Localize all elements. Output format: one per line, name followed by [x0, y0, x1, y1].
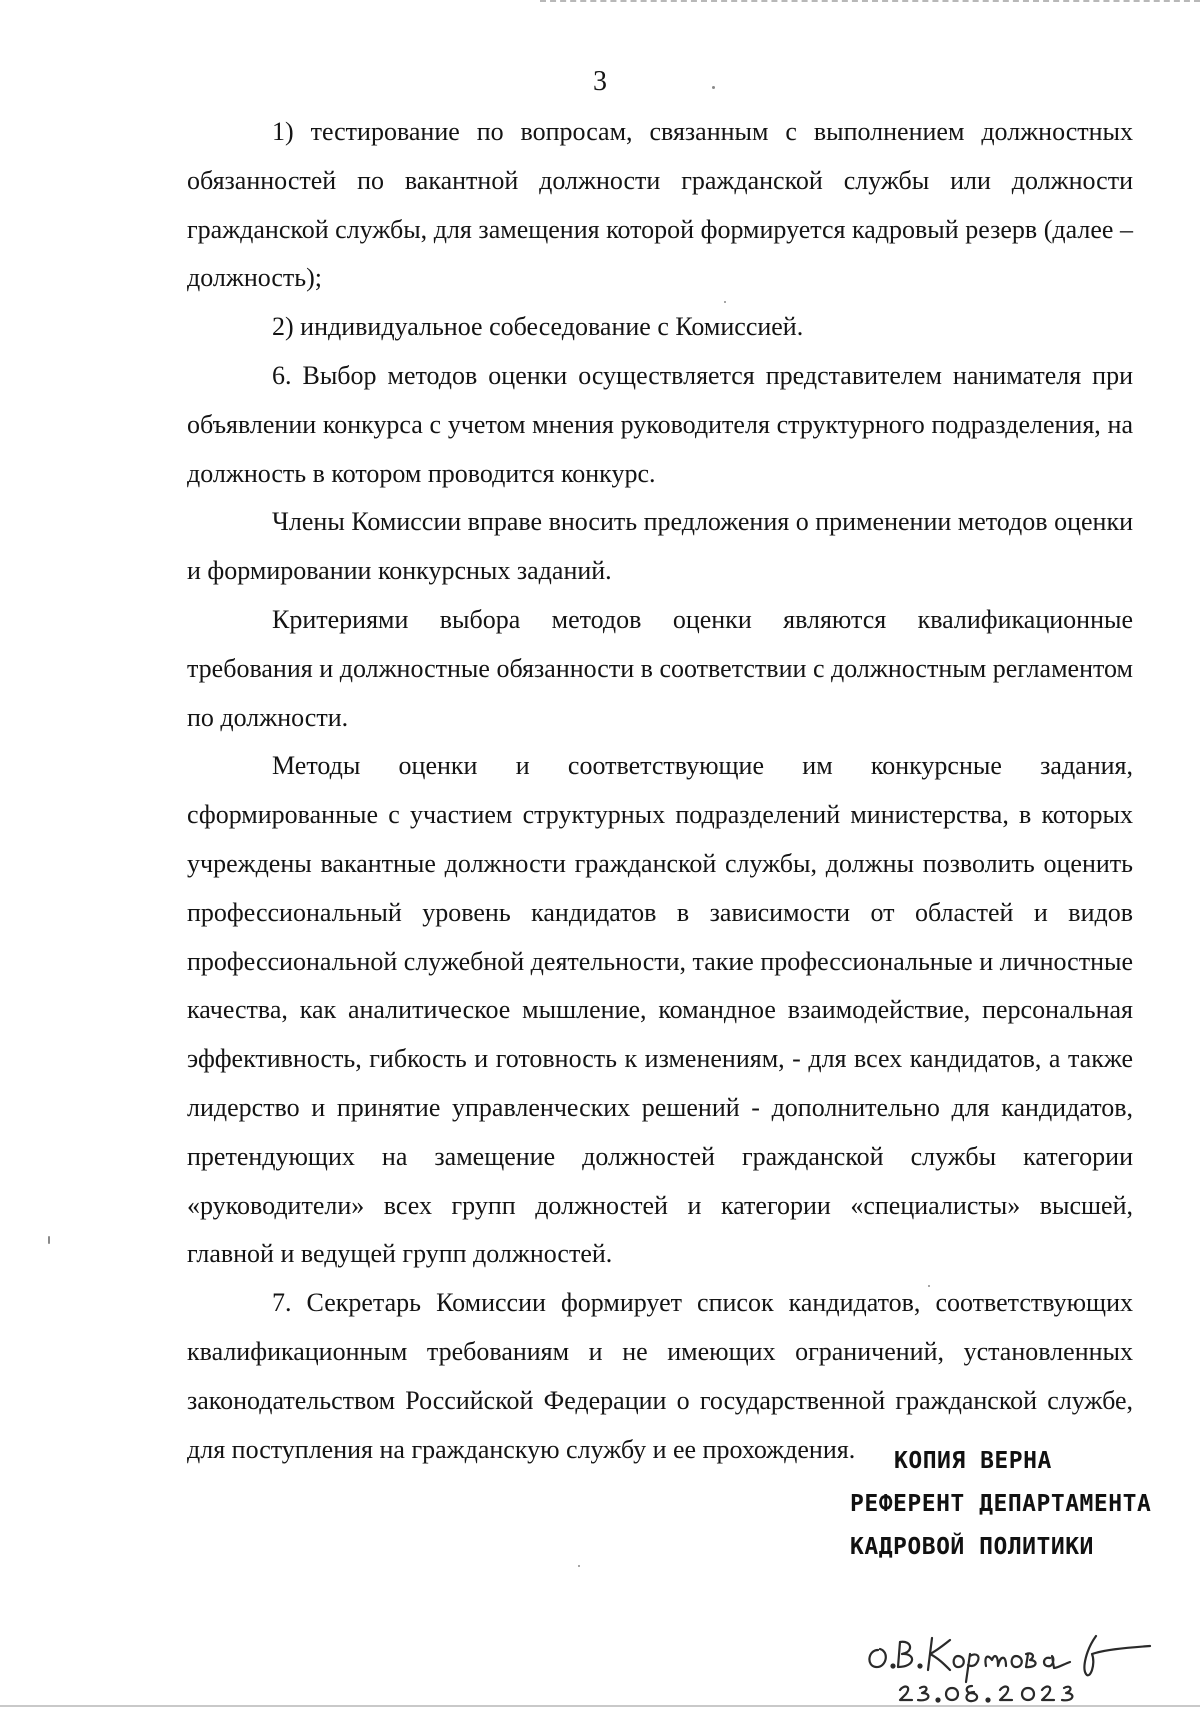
certification-stamp — [850, 1440, 1190, 1569]
paragraph-assessment-methods: Методы оценки и соответствующие им конкурсные задания, сформированные с участием структурных подразделений министерства, в которых учреждены вакантные должности гражданской службы, должны позволить оценить профессиональный уровень кандидатов в зависимости от областей и видов профессиональной служебной деятельности, такие профессиональные и личностные качества, как аналитическое мышление, командное взаимодействие, персональная эффективность, гибкость и готовность к изменениям, - для всех кандидатов, а также лидерство и принятие управленческих решений - дополнительно для кандидатов, претендующих на замещение должностей гражданской службы категории «руководители» всех групп должностей и категории «специалисты» высшей, главной и ведущей групп должностей. — [187, 751, 1133, 1269]
stamp-line-position: РЕФЕРЕНТ ДЕПАРТАМЕНТА — [850, 1491, 1152, 1517]
paragraph-item-6: 6. Выбор методов оценки осуществляется представителем нанимателя при объявлении конкурса с учетом мнения руководителя структурного подразделения, на должность в котором проводится конкурс. — [187, 360, 1133, 488]
handwritten-signature — [860, 1620, 1160, 1710]
scan-speck — [712, 86, 715, 89]
paragraph-selection-criteria: Критериями выбора методов оценки являются квалификационные требования и должностные обязанности в соответствии с должностным регламентом по должности. — [187, 604, 1133, 732]
scan-speck — [48, 1236, 50, 1244]
top-edge-rule — [540, 0, 1200, 4]
paragraph-item-7: 7. Секретарь Комиссии формирует список кандидатов, соответствующих квалификационным требованиям и не имеющих ограничений, установленных законодательством Российской Федерации о государственной гражданской службе, для поступления на гражданскую службу и ее прохождения. — [187, 1288, 1133, 1464]
document-body — [187, 108, 1133, 1474]
scan-speck — [928, 1285, 930, 1287]
paragraph-1-testing: 1) тестирование по вопросам, связанным с выполнением должностных обязанностей по вакантной должности гражданской службы или должности гражданской службы, для замещения которой формируется кадровый резерв (далее – должность); — [187, 117, 1133, 293]
page-number: 3 — [593, 66, 607, 97]
scan-speck — [578, 1565, 580, 1567]
stamp-line-department: КАДРОВОЙ ПОЛИТИКИ — [850, 1534, 1094, 1560]
bottom-edge-rule — [0, 1705, 1200, 1707]
paragraph-commission-members: Члены Комиссии вправе вносить предложения о применении методов оценки и формировании конкурсных заданий. — [187, 507, 1133, 586]
scan-speck — [724, 301, 726, 303]
paragraph-2-interview: 2) индивидуальное собеседование с Комиссией. — [272, 312, 804, 342]
stamp-line-copy-true: КОПИЯ ВЕРНА — [894, 1448, 1052, 1474]
